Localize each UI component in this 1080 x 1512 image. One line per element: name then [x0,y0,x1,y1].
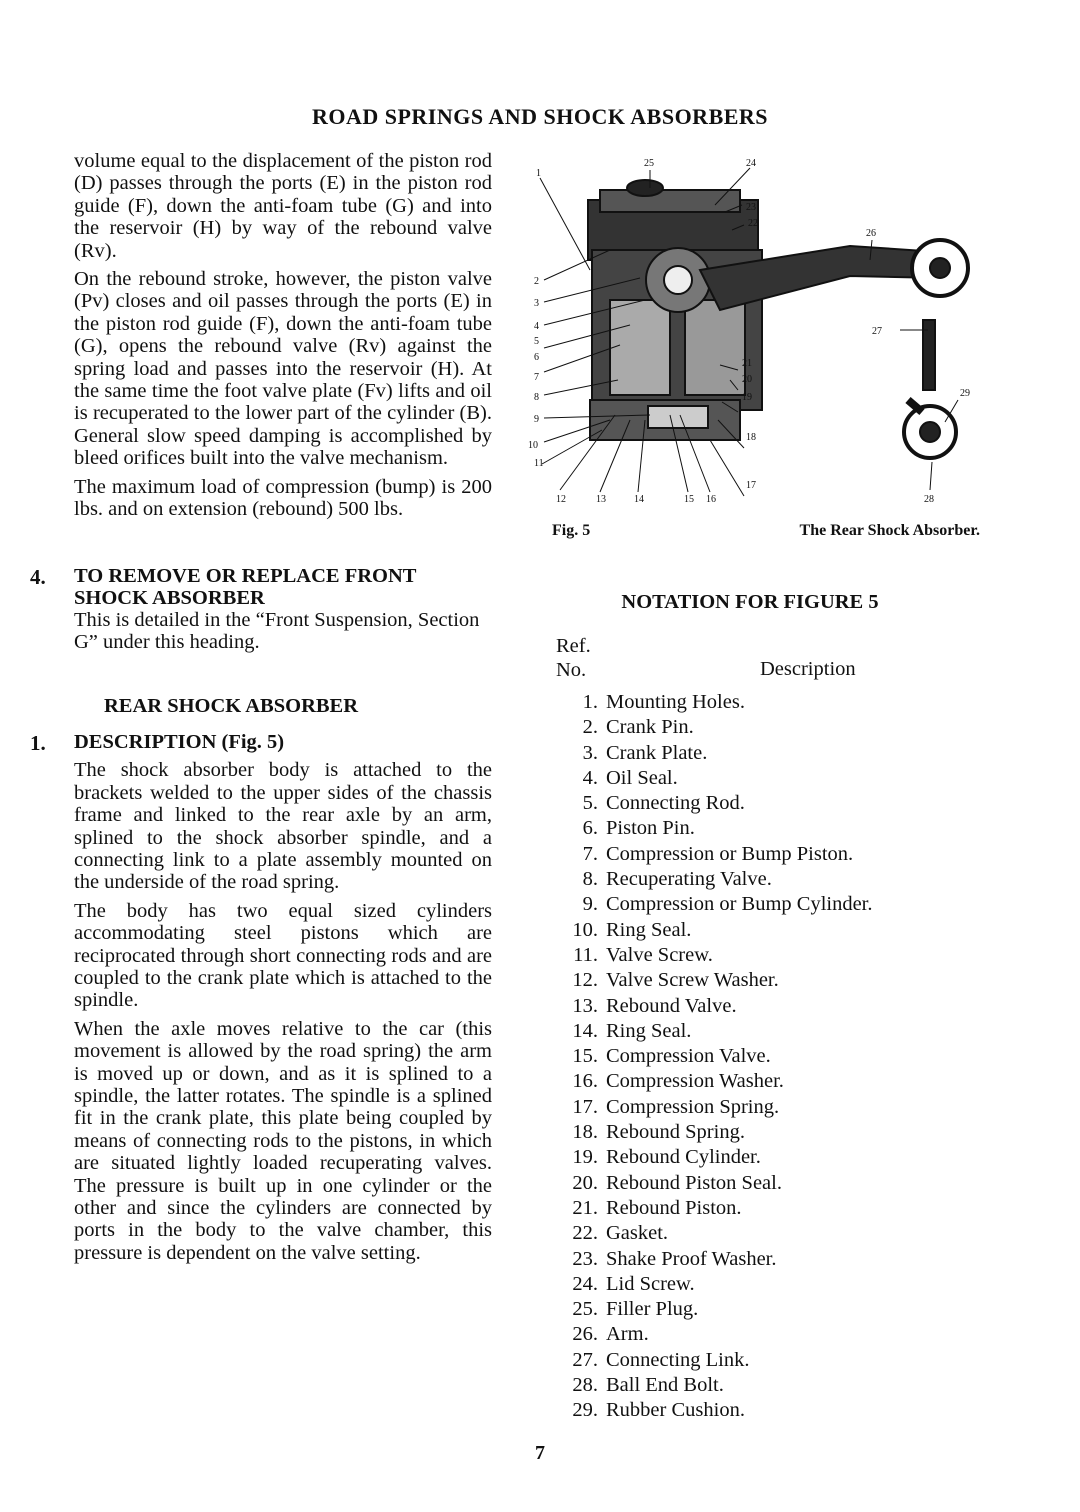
page-title: ROAD SPRINGS AND SHOCK ABSORBERS [311,104,769,129]
notation-ref-number: 11. [573,943,598,966]
notation-item [548,1247,988,1272]
ref-label: Ref. [556,635,591,657]
notation-item [548,1348,988,1373]
left-column [30,150,492,1270]
notation-item [548,943,988,968]
notation-item [548,968,988,993]
notation-description: Crank Plate. [606,741,708,764]
notation-item [548,867,988,892]
callout-26: 26 [866,228,876,239]
callout-21: 21 [742,358,752,369]
notation-description: Rubber Cushion. [606,1399,745,1422]
figure-title: The Rear Shock Absorber. [799,522,980,539]
callout-17: 17 [746,480,756,491]
notation-item [548,1019,988,1044]
callout-3: 3 [534,298,539,309]
notation-ref-number: 14. [572,1019,598,1042]
notation-ref-number: 23. [572,1247,598,1270]
notation-description: Compression or Bump Piston. [606,842,854,865]
callout-20: 20 [742,374,752,385]
callout-1: 1 [536,168,541,179]
notation-description: Recuperating Valve. [606,868,772,891]
figure-number: Fig. 5 [552,522,591,539]
notation-ref-number: 8. [582,868,598,891]
notation-title: NOTATION FOR FIGURE 5 [621,591,879,613]
notation-ref-number: 5. [582,792,598,815]
notation-description: Ring Seal. [606,1019,692,1042]
notation-item [548,690,988,715]
callout-13: 13 [596,494,606,505]
notation-ref-number: 3. [582,741,598,764]
notation-item [548,994,988,1019]
notation-ref-number: 9. [582,893,598,916]
notation-item [548,741,988,766]
notation-ref-number: 24. [572,1272,598,1295]
description-header: Description [760,658,856,680]
notation-description: Lid Screw. [606,1272,695,1295]
notation-description: Rebound Cylinder. [606,1146,761,1169]
notation-item [548,1221,988,1246]
notation-ref-number: 20. [572,1171,598,1194]
notation-item [548,1095,988,1120]
callout-15: 15 [684,494,694,505]
notation-description: Rebound Piston Seal. [606,1171,782,1194]
notation-ref-number: 12. [572,969,598,992]
body-paragraph: This is detailed in the “Front Suspension, Section G” under this heading. [74,608,480,653]
notation-description: Gasket. [606,1222,669,1245]
notation-item [548,1196,988,1221]
callout-19: 19 [742,392,752,403]
notation-description: Compression or Bump Cylinder. [606,893,873,916]
notation-ref-number: 28. [572,1374,598,1397]
section-4 [30,564,492,654]
callout-28: 28 [924,494,934,505]
notation-ref-number: 16. [572,1070,598,1093]
body-paragraph: On the rebound stroke, however, the piston valve (Pv) closes and oil passes through the ports (E) in the piston rod guide (F), down the anti-foam tube (G), opens the rebound valve (Rv) against the spring load and passes into the reservoir (H). At the same time the foot valve plate (Fv) lifts and oil is recuperated to the lower part of the cylinder (B). General slow speed damping is accomplished by bleed orifices built into the valve mechanism. [74,268,492,470]
body-paragraph: The maximum load of compression (bump) is 200 lbs. and on extension (rebound) 500 lbs. [74,475,492,521]
notation-item [548,1120,988,1145]
callout-5: 5 [534,336,539,347]
notation-description: Ball End Bolt. [606,1374,724,1397]
notation-item [548,1145,988,1170]
notation-description: Valve Screw Washer. [606,969,779,992]
notation-list [548,690,988,1424]
notation-item [548,1373,988,1398]
callout-2: 2 [534,276,539,287]
notation-description: Piston Pin. [606,817,695,840]
notation-item [548,1272,988,1297]
body-paragraph: volume equal to the displacement of the piston rod (D) passes through the ports (E) in the piston rod guide (F), down the anti-foam tube (G) and into the reservoir (H) by way of the rebound valve (Rv). [74,150,492,262]
callout-25: 25 [644,158,654,169]
section-1 [30,731,492,1264]
callout-7: 7 [534,372,539,383]
section-heading: TO REMOVE OR REPLACE FRONT SHOCK ABSORBER [74,564,417,609]
callout-18: 18 [746,432,756,443]
notation-item [548,1297,988,1322]
notation-ref-number: 29. [572,1399,598,1422]
notation-ref-number: 13. [572,994,598,1017]
notation-item [548,791,988,816]
notation-description: Valve Screw. [606,943,713,966]
notation-item [548,715,988,740]
callout-4: 4 [534,321,539,332]
notation-ref-number: 19. [572,1146,598,1169]
callout-24: 24 [746,158,756,169]
notation-description: Compression Valve. [606,1045,771,1068]
notation-description: Oil Seal. [606,766,678,789]
rear-shock-absorber-figure [520,150,990,540]
notation-ref-number: 1. [582,691,598,713]
notation-item [548,1044,988,1069]
ref-no-header [556,634,591,682]
section-number: 4. [30,564,46,589]
callout-23: 23 [746,202,756,213]
notation-description: Mounting Holes. [606,691,745,713]
notation-description: Shake Proof Washer. [606,1247,777,1270]
notation-ref-number: 17. [572,1095,598,1118]
notation-item [548,918,988,943]
callout-6: 6 [534,352,539,363]
callout-27: 27 [872,326,882,337]
notation-description: Rebound Piston. [606,1196,742,1219]
callout-29: 29 [960,388,970,399]
notation-item [548,766,988,791]
notation-description: Connecting Rod. [606,792,745,815]
notation-description: Crank Pin. [606,716,694,739]
notation-item [548,892,988,917]
callout-16: 16 [706,494,716,505]
notation-ref-number: 25. [572,1298,598,1321]
notation-description: Compression Washer. [606,1070,784,1093]
notation-description: Filler Plug. [606,1298,699,1321]
section-number: 1. [30,731,46,756]
notation-item [548,842,988,867]
rear-shock-heading: REAR SHOCK ABSORBER [104,695,359,718]
notation-ref-number: 27. [572,1348,598,1371]
notation-ref-number: 2. [582,716,598,739]
page-number: 7 [535,1442,545,1464]
notation-description: Arm. [606,1323,649,1346]
callout-14: 14 [634,494,644,505]
notation-ref-number: 4. [582,766,598,789]
body-paragraph: When the axle moves relative to the car (this movement is allowed by the road spring) the arm is moved up or down, and as it is splined to a spindle, the latter rotates. The spindle is a splined fit in the crank plate, this plate being coupled by means of connecting rods to the pistons, in which are situated lightly loaded recuperating valves. The pressure is built up in one cylinder or the other and since the cylinders are connected by ports in the body to the valve chamber, this pressure is dependent on the valve setting. [74,1017,492,1264]
shock-absorber-body-illustration [588,180,968,458]
section-heading: DESCRIPTION (Fig. 5) [74,731,285,754]
no-label: No. [556,659,587,681]
notation-description: Connecting Link. [606,1348,750,1371]
notation-description: Rebound Valve. [606,994,737,1017]
notation-ref-number: 26. [572,1323,598,1346]
notation-item [548,1171,988,1196]
notation-ref-number: 18. [572,1121,598,1144]
notation-ref-number: 21. [572,1196,598,1219]
notation-item [548,816,988,841]
callout-10: 10 [528,440,538,451]
notation-description: Compression Spring. [606,1095,780,1118]
body-paragraph: The body has two equal sized cylinders accommodating steel pistons which are reciprocated through short connecting rods and are coupled to the crank plate which is attached to the spindle. [74,899,492,1012]
notation-item [548,1322,988,1347]
notation-description: Rebound Spring. [606,1121,745,1144]
callout-12: 12 [556,494,566,505]
callout-8: 8 [534,392,539,403]
notation-ref-number: 15. [572,1045,598,1068]
notation-description: Ring Seal. [606,918,692,941]
callout-11: 11 [534,458,544,469]
notation-ref-number: 22. [572,1222,598,1245]
callout-9: 9 [534,414,539,425]
notation-ref-number: 10. [572,918,598,941]
notation-item [548,1069,988,1094]
notation-ref-number: 7. [582,842,598,865]
notation-ref-number: 6. [582,817,598,840]
body-paragraph: The shock absorber body is attached to the brackets welded to the upper sides of the chassis frame and linked to the rear axle by an arm, splined to the shock absorber spindle, and a connecting link to a plate assembly mounted on the underside of the road spring. [74,759,492,894]
callout-22: 22 [748,218,758,229]
notation-item [548,1398,988,1423]
